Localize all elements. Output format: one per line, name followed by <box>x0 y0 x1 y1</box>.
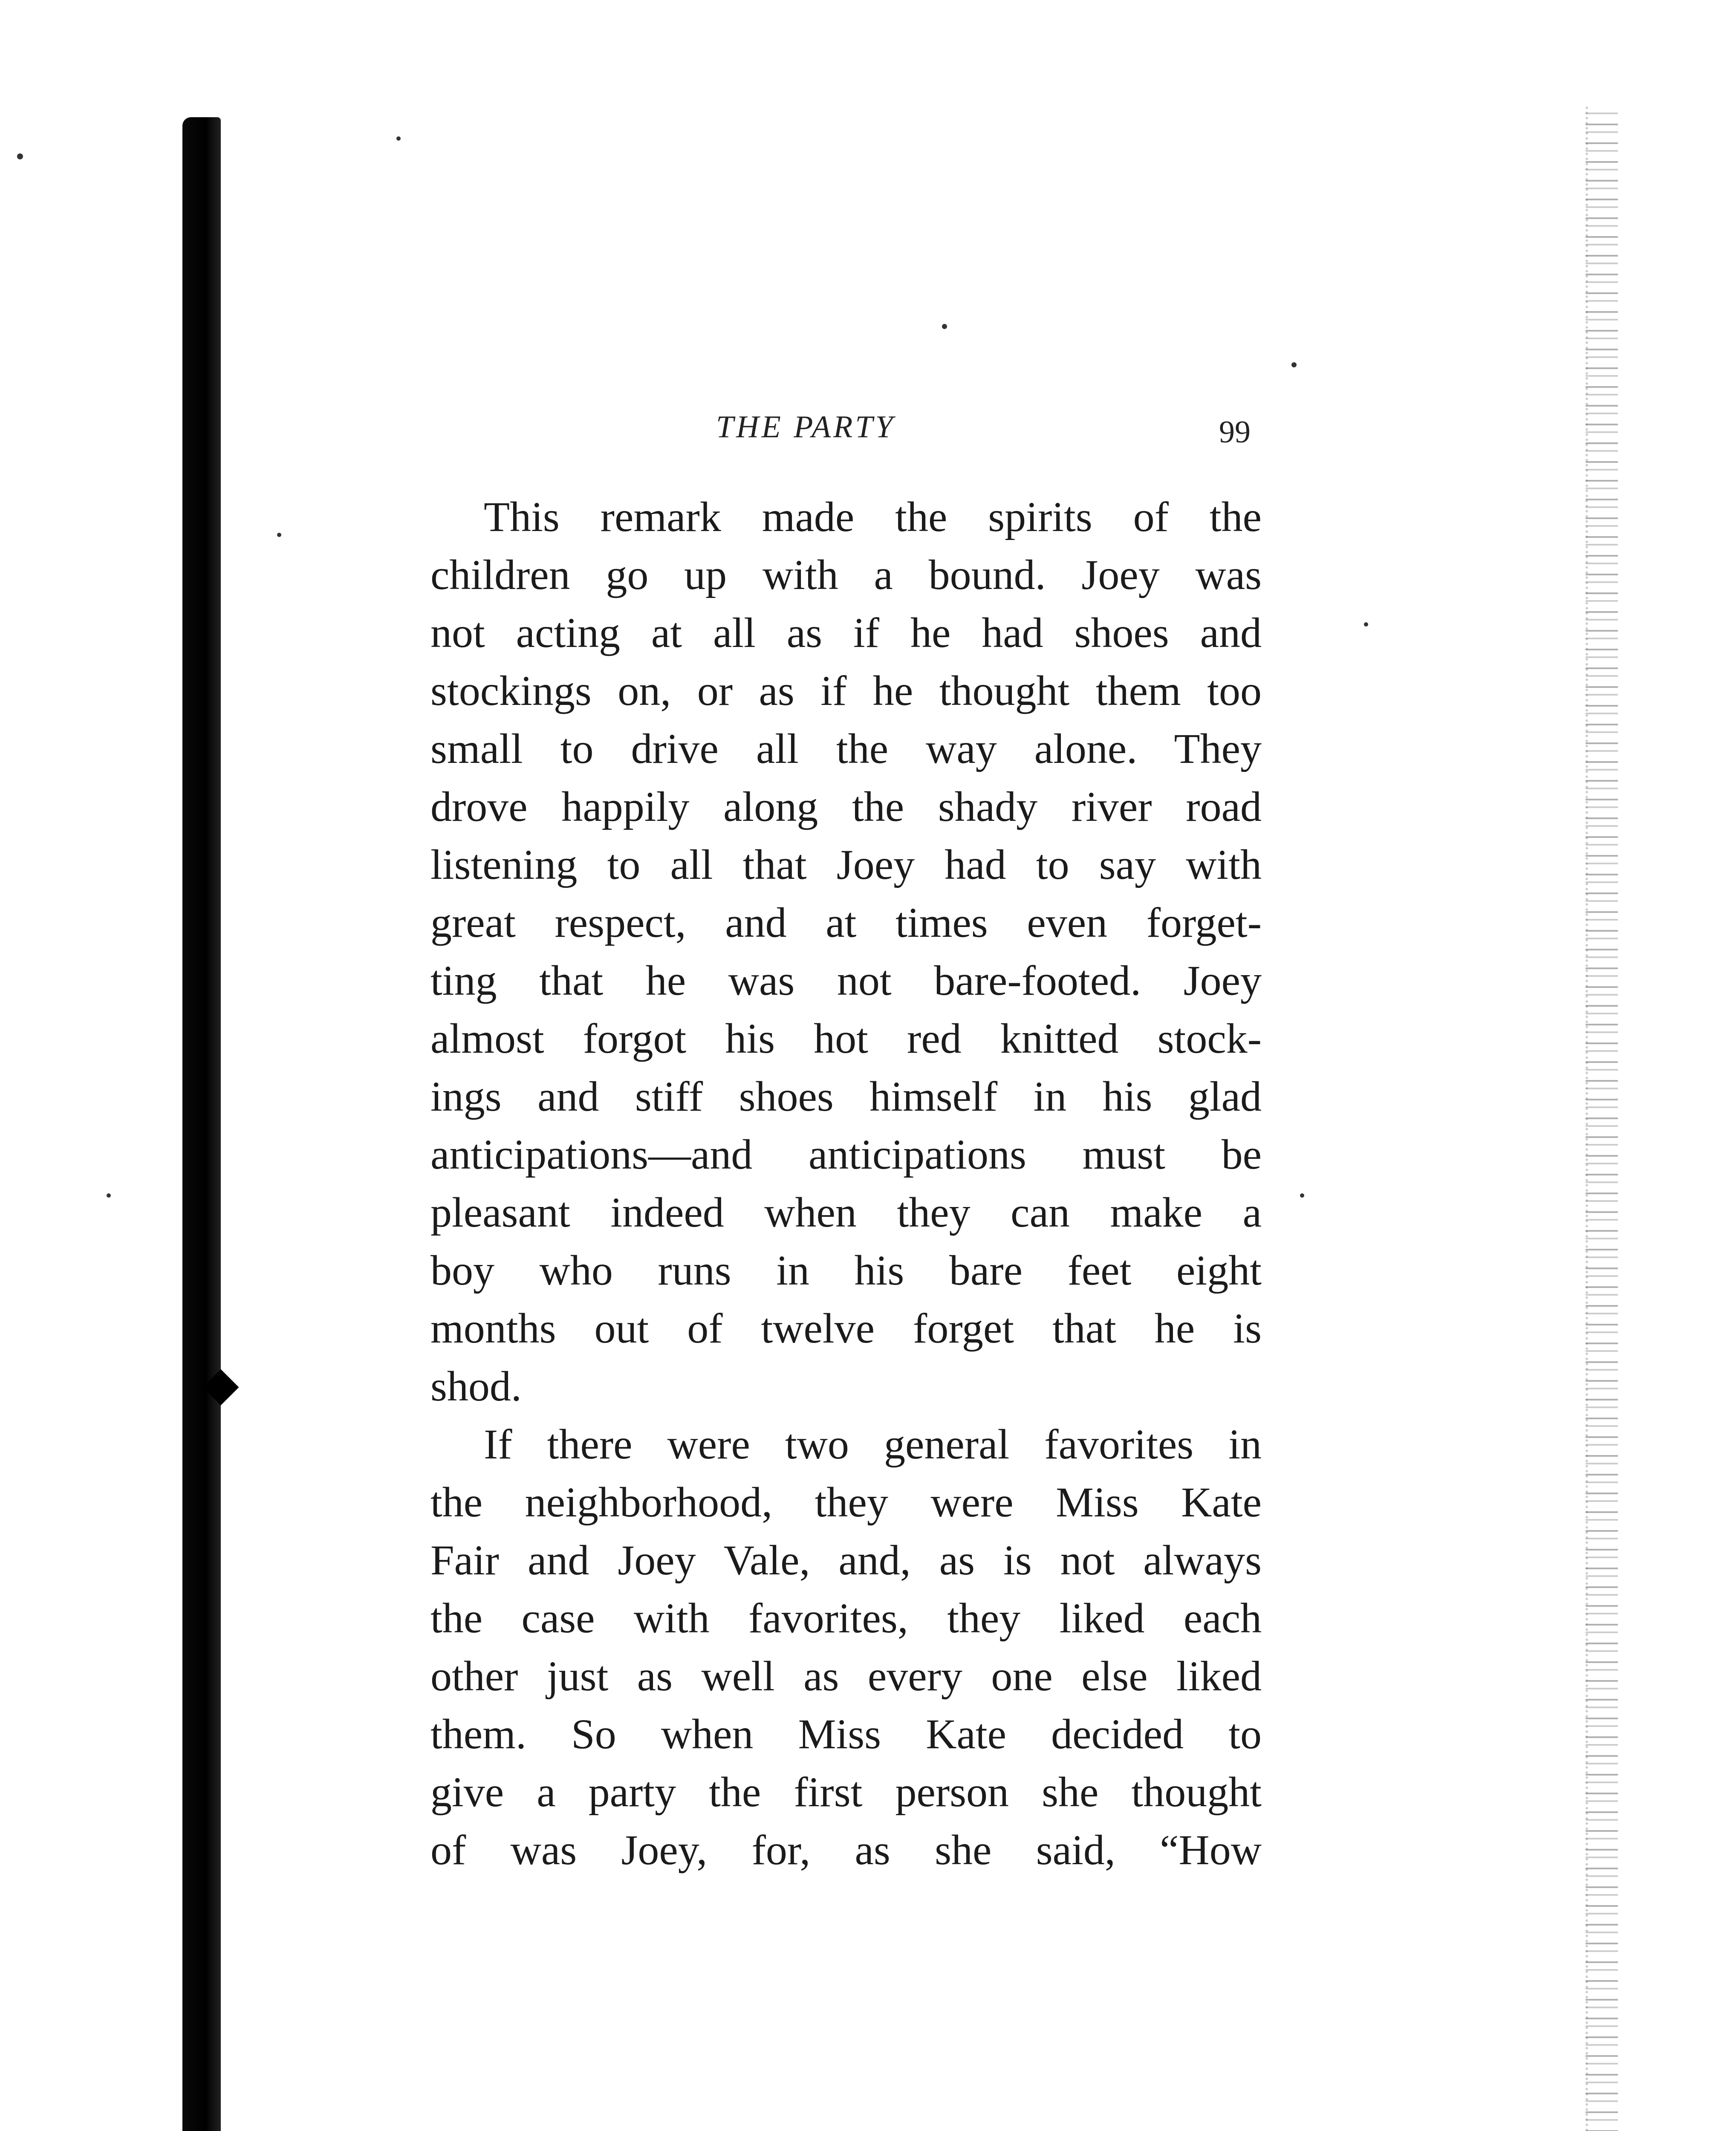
text-line: them. So when Miss Kate decided to <box>430 1710 1262 1758</box>
text-line: small to drive all the way alone. They <box>430 725 1262 772</box>
text-line: months out of twelve forget that he is <box>430 1305 1262 1352</box>
text-line: ings and stiff shoes himself in his glad <box>430 1073 1262 1120</box>
text-line: listening to all that Joey had to say with <box>430 841 1262 888</box>
scan-speck <box>107 1193 111 1198</box>
text-line: stockings on, or as if he thought them too <box>430 667 1262 714</box>
text-line: not acting at all as if he had shoes and <box>430 609 1262 656</box>
text-line: almost forgot his hot red knitted stock- <box>430 1015 1262 1062</box>
text-line: the case with favorites, they liked each <box>430 1594 1262 1642</box>
scan-speck <box>1300 1193 1304 1198</box>
text-line: pleasant indeed when they can make a <box>430 1189 1262 1236</box>
scan-speck <box>17 153 23 159</box>
text-line: ting that he was not bare-footed. Joey <box>430 957 1262 1004</box>
running-head <box>426 409 1279 460</box>
text-line: give a party the first person she thought <box>430 1768 1262 1816</box>
scan-speck <box>1364 622 1368 627</box>
scan-speck <box>396 136 401 141</box>
text-line: the neighborhood, they were Miss Kate <box>430 1478 1262 1526</box>
scan-speck <box>1291 362 1297 367</box>
text-line: Fair and Joey Vale, and, as is not always <box>430 1536 1262 1584</box>
paragraph-2 <box>430 1415 1262 1879</box>
text-line: other just as well as every one else liked <box>430 1652 1262 1700</box>
scan-speck <box>277 533 281 537</box>
text-line: drove happily along the shady river road <box>430 783 1262 830</box>
scan-speck <box>942 324 947 329</box>
page-number: 99 <box>1219 415 1251 450</box>
paragraph-1 <box>430 488 1262 1415</box>
text-line: If there were two general favorites in <box>484 1421 1262 1468</box>
text-line: of was Joey, for, as she said, “How <box>430 1826 1262 1874</box>
binding-edge-shadow <box>182 117 221 2131</box>
text-line: shod. <box>430 1363 522 1410</box>
text-line: This remark made the spirits of the <box>484 493 1262 540</box>
text-line: children go up with a bound. Joey was <box>430 551 1262 598</box>
body-text <box>430 488 1262 1879</box>
running-head-title: THE PARTY <box>716 410 895 445</box>
text-line: great respect, and at times even forget- <box>430 899 1262 946</box>
text-line: boy who runs in his bare feet eight <box>430 1247 1262 1294</box>
text-line: anticipations—and anticipations must be <box>430 1131 1262 1178</box>
scan-right-edge <box>1586 107 1618 2131</box>
